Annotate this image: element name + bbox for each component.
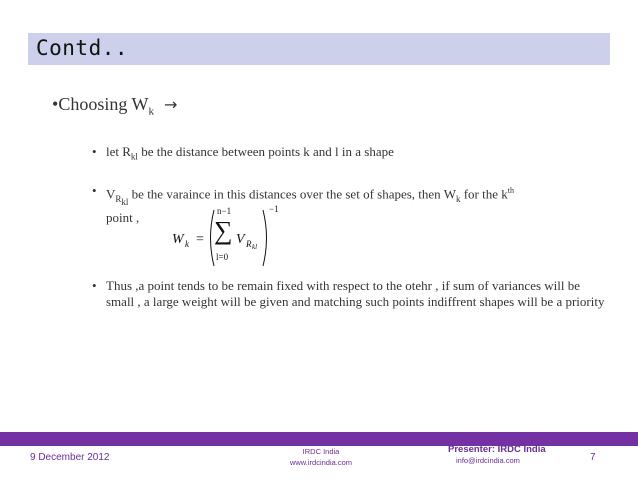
main-bullet-sub: k <box>148 105 154 118</box>
formula-term-sub: R <box>246 239 252 249</box>
footer-presenter: Presenter: IRDC India <box>448 444 546 455</box>
bullet-conclusion <box>92 278 607 310</box>
bullet-text: Thus ,a point tends to be remain fixed with respect to the otehr , if sum of variances will be small , a large weight will be given and matching such points indiffrent shapes will be a priority <box>106 278 605 309</box>
formula-term: V <box>236 232 245 247</box>
bullet-text: for the k <box>460 186 508 202</box>
bullet-distance <box>92 144 602 165</box>
formula-exponent: −1 <box>269 204 279 214</box>
subscript: R <box>115 193 122 204</box>
footer-org <box>271 446 371 468</box>
bullet-text: be the varaince in this distances over the set of shapes, then W <box>128 186 456 202</box>
bullet-marker: • <box>92 278 97 293</box>
footer-website: www.irdcindia.com <box>289 458 353 467</box>
formula-lhs-sub: k <box>185 239 189 249</box>
bullet-marker: • <box>52 94 59 114</box>
superscript: th <box>507 186 514 195</box>
footer-org-name: IRDC India <box>302 447 340 456</box>
formula-equals: = <box>196 232 204 247</box>
main-bullet <box>52 94 177 118</box>
footer-date: 9 December 2012 <box>30 452 110 463</box>
footer-email: info@irdcindia.com <box>456 456 520 465</box>
subscript: kl <box>121 196 129 207</box>
subscript: kl <box>130 151 138 162</box>
bullet-text: let R <box>106 144 131 159</box>
slide-title: Contd.. <box>36 36 129 60</box>
bullet-marker: • <box>92 144 97 159</box>
formula-lhs: W <box>172 232 184 247</box>
sum-upper-limit: n−1 <box>217 206 232 216</box>
bullet-text: be the distance between points k and l in a shape <box>137 144 394 159</box>
arrow-right-icon: → <box>164 95 178 114</box>
formula-term-subsub: kl <box>252 243 258 251</box>
right-paren <box>261 208 271 268</box>
weight-formula <box>168 198 283 268</box>
sigma-symbol: ∑ <box>214 216 233 245</box>
bullet-text: point , <box>106 209 140 225</box>
sum-lower-limit: l=0 <box>216 252 229 262</box>
bullet-text: V <box>106 186 116 202</box>
bullet-marker: • <box>92 183 97 198</box>
page-number: 7 <box>590 452 596 463</box>
subscript: k <box>455 193 461 204</box>
main-bullet-text: Choosing W <box>58 94 149 114</box>
